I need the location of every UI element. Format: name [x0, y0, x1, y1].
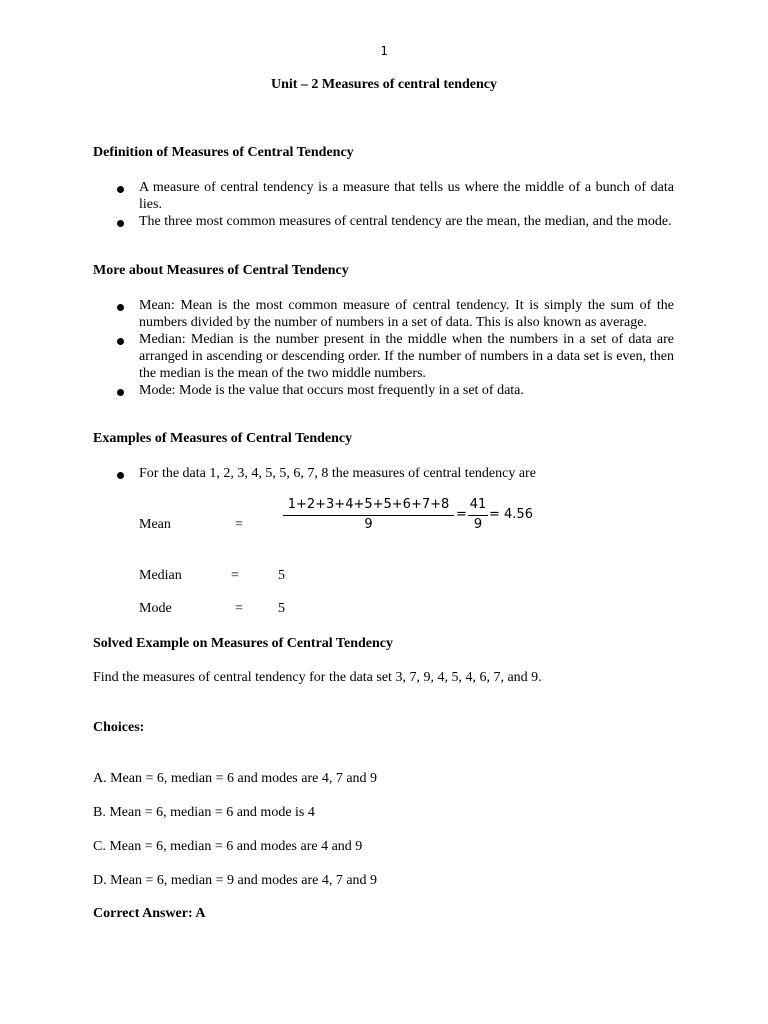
- bullet-text: The three most common measures of central tendency are the mean, the median, and the mode.: [139, 214, 672, 229]
- fraction-equals: =: [456, 507, 467, 522]
- list-item: [93, 179, 674, 213]
- bullet-icon: [117, 389, 124, 396]
- bullet-icon: [117, 472, 124, 479]
- question-text: Find the measures of central tendency for the data set 3, 7, 9, 4, 5, 4, 6, 7, and 9.: [93, 670, 542, 685]
- fraction-bar: [283, 515, 454, 516]
- fraction-denominator: 9: [364, 517, 373, 532]
- definition-bullet-list: [93, 179, 674, 230]
- median-value: 5: [278, 568, 285, 583]
- choice-d: D. Mean = 6, median = 9 and modes are 4, 7 and 9: [93, 873, 378, 888]
- list-item: [93, 213, 674, 230]
- mode-label: Mode: [139, 601, 172, 616]
- bullet-text: Mode: Mode is the value that occurs most frequently in a set of data.: [139, 383, 524, 398]
- more-about-bullet-list: [93, 297, 674, 399]
- section-heading-examples: Examples of Measures of Central Tendency: [93, 431, 353, 446]
- page-number: 1: [380, 44, 388, 58]
- choice-a: A. Mean = 6, median = 6 and modes are 4, 7 and 9: [93, 771, 378, 786]
- median-equals: =: [231, 568, 239, 583]
- page-title: Unit – 2 Measures of central tendency: [270, 77, 498, 92]
- mean-fraction-simplified: [468, 497, 488, 537]
- mean-fraction-sum: [283, 497, 454, 537]
- fraction-numerator: 1+2+3+4+5+5+6+7+8: [287, 497, 450, 512]
- mean-equals: =: [235, 517, 243, 532]
- choice-b: B. Mean = 6, median = 6 and mode is 4: [93, 805, 315, 820]
- fraction-denominator: 9: [473, 517, 483, 532]
- bullet-text: A measure of central tendency is a measure that tells us where the middle of a bunch of data lies.: [139, 180, 674, 212]
- examples-bullet-list: [93, 465, 674, 482]
- choice-c: C. Mean = 6, median = 6 and modes are 4 and 9: [93, 839, 363, 854]
- fraction-bar: [468, 515, 488, 516]
- choices-label: Choices:: [93, 720, 145, 735]
- fraction-numerator: 41: [469, 497, 487, 512]
- mode-equals: =: [235, 601, 243, 616]
- mean-label: Mean: [139, 517, 171, 532]
- bullet-text: For the data 1, 2, 3, 4, 5, 5, 6, 7, 8 the measures of central tendency are: [139, 466, 536, 481]
- list-item: [93, 331, 674, 382]
- section-heading-solved-example: Solved Example on Measures of Central Tendency: [93, 636, 393, 651]
- bullet-text: Mean: Mean is the most common measure of central tendency. It is simply the sum of the numbers divided by the number of numbers in a set of data. This is also known as average.: [139, 298, 674, 330]
- bullet-icon: [117, 304, 124, 311]
- mode-value: 5: [278, 601, 285, 616]
- bullet-icon: [117, 338, 124, 345]
- mean-result: = 4.56: [489, 507, 533, 522]
- median-label: Median: [139, 568, 182, 583]
- section-heading-definition: Definition of Measures of Central Tendency: [93, 145, 354, 160]
- bullet-icon: [117, 220, 124, 227]
- bullet-icon: [117, 186, 124, 193]
- correct-answer: Correct Answer: A: [93, 906, 206, 921]
- section-heading-more-about: More about Measures of Central Tendency: [93, 263, 349, 278]
- list-item: [93, 297, 674, 331]
- list-item: [93, 382, 674, 399]
- bullet-text: Median: Median is the number present in the middle when the numbers in a set of data are arranged in ascending or descending order. If the number of numbers in a data set is even, then the median is the mean of the two middle numbers.: [139, 332, 674, 381]
- list-item: [93, 465, 674, 482]
